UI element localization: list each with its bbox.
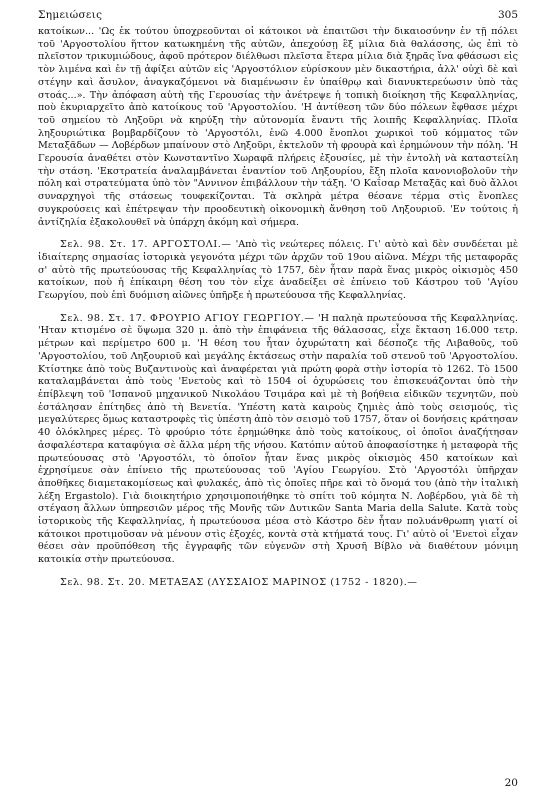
paragraph-continuation — [38, 26, 518, 229]
note-heading: Σελ. 98. Στ. 17. ΑΡΓΟΣΤΟΛΙ.— — [60, 239, 232, 251]
page-number: 305 — [497, 9, 518, 21]
paragraph-text: 'Απὸ τὶς νεώτερες πόλεις. Γι' αὐτὸ καὶ δὲν συνδέεται μὲ ἰδιαίτερης σημασίας ἱστορικὰ γεγονότα μέχρι τῶν ἀρχῶν τοῦ 19ου αἰῶνα. Μέχρι τῆς μεταφορᾶς σ' αὐτὸ τῆς πρωτεύουσας τῆς Κεφαλληνίας τὸ 1757, δὲν ἦταν παρὰ ἕνας μικρὸς οἰκισμὸς 450 κατοίκων, ποὺ ἡ ἐπίκαιρη θέση του τὸν εἶχε ἀναδείξει σὲ ἐπίνειο τοῦ Κάστρου τοῦ 'Αγίου Γεωργίου, ποὺ ἐπὶ δυόμιση αἰῶνες ὑπῆρξε ἡ πρωτεύουσα τῆς Κεφαλληνίας. — [38, 239, 518, 302]
paragraph-text: κατοίκων... 'Ως ἐκ τούτου ὑποχρεοῦνται οἱ κάτοικοι νὰ ἐπαιτῶσι τὴν δικαιοσύνην ἐν τῇ πόλει τοῦ 'Αργοστολίου ἥττον κατωκημένη τῆς αὐτῶν, ἀπεχούσῃ ἓξ μίλια διὰ θαλάσσης, ὡς ἐπὶ τὸ πλεῖστον τρικυμιώδους, ἀφοῦ πρότερον διέλθωσι πλεῖστα ἔτερα μίλια διὰ ξηρᾶς ἵνα φθάσωσι εἰς τὸν λιμένα καὶ ἐν τῇ ἀφίξει αὐτῶν εἰς 'Αργοστόλιον εὑρίσκουν μὲν δικαστήρια, ἀλλ' οὐχὶ δὲ καὶ στέγην καὶ ἄσυλον, ἀναγκαζόμενοι νὰ διαμένωσιν ἐν ὑπαίθρῳ καὶ διανυκτερεύωσιν ὑπὸ τὰς στοάς...». Τὴν ἀπόφαση αὐτὴ τῆς Γερουσίας τὴν ἀνέτρεψε ἡ τοπικὴ διοίκηση τῆς Κεφαλληνίας, ποὺ ἐκυριαρχεῖτο ἀπὸ κατοίκους τοῦ 'Αργοστολίου. 'Η ἀντίθεση τῶν δύο πόλεων ἔφθασε μέχρι τοῦ σημείου τὸ Ληξοῦρι νὰ κηρύξη τὴν αὐτονομία ἔναντι τῆς λοιπῆς Κεφαλληνίας. Πλοῖα ληξουριώτικα βομβαρδίζουν τὸ 'Αργοστόλι, ἐνῶ 4.000 ἔνοπλοι χωρικοὶ τοῦ κόμματος τῶν Μεταξᾶδων — Λοβέρδων μπαίνουν στὸ Ληξοῦρι, ἐκτελοῦν τὴ φρουρὰ καὶ ἐρημώνουν τὴν πόλη. 'Η Γερουσία ἀναθέτει στὸν Κωνσταντῖνο Χωραφᾶ πλήρεις ἐξουσίες, μὲ τὴν ἐντολὴ νὰ καταστείλη τὴν στάση. 'Εκστρατεία ἀναλαμβάνεται ἐναντίον τοῦ Ληξουρίου, ἔξη πλοῖα κανονιοβολοῦν τὴν πόλη καὶ στρατεύματα ὑπὸ τὸν "Αννινον ἐπιβάλλουν τὴν τάξη. 'Ο Καΐσαρ Μεταξᾶς καὶ δυὸ ἄλλοι συναρχηγοὶ τῆς στάσεως τουφεκίζονται. Τὰ σκληρὰ μέτρα θέσανε τέρμα στὶς ἔνοπλες συγκρούσεις καὶ ἐπέτρεψαν τὴν προοδευτικὴ οἰκονομικὴ ἄνθηση τοῦ Ληξουριοῦ. 'Εν τούτοις ἡ ἀντίζηλία ἐξακολουθεῖ νὰ ὑπάρχη ἀκόμη καὶ σήμερα. — [38, 26, 518, 228]
note-metaxas — [38, 577, 518, 590]
note-heading: Σελ. 98. Στ. 20. ΜΕΤΑΞΑΣ (ΛΥΣΣΑΙΟΣ ΜΑΡΙΝΟΣ (1752 - 1820).— — [60, 576, 418, 588]
running-header-title: Σημειώσεις — [38, 9, 103, 21]
signature-mark: 20 — [504, 777, 518, 789]
running-header — [38, 8, 518, 22]
note-argostoli — [38, 239, 518, 303]
document-page — [38, 8, 518, 792]
note-heading: Σελ. 98. Στ. 17. ΦΡΟΥΡΙΟ ΑΓΙΟΥ ΓΕΩΡΓΙΟΥ.— — [60, 312, 315, 324]
note-fortress-agios-georgios — [38, 313, 518, 567]
paragraph-text: 'Η παληὰ πρωτεύουσα τῆς Κεφαλληνίας. 'Ηταν κτισμένο σὲ ὕψωμα 320 μ. ἀπὸ τὴν ἐπιφάνεια τῆς θάλασσας, εἶχε ἔκταση 16.000 τετρ. μέτρων καὶ περίμετρο 600 μ. 'Η θέση του ἦταν ὀχυρώτατη καὶ δέσποζε τῆς Λιβαθοῦς, τοῦ 'Αργοστολίου, τοῦ Ληξουριοῦ καὶ μεγάλης ἐκτάσεως στὴν παραλία τοῦ στενοῦ τοῦ 'Αργοστολίου. Κτίστηκε ἀπὸ τοὺς Βυζαντινοὺς καὶ ἀναφέρεται γιὰ πρώτη φορὰ στὴν ἱστορία τὸ 1262. Τὸ 1500 καταλαμβάνεται ἀπὸ τοὺς 'Ενετοὺς καὶ τὸ 1504 οἱ ὀχυρώσεις του ἐπισκευάζονται ὑπὸ τὴν ἐπίβλεψη τοῦ 'Ισπανοῦ μηχανικοῦ Νικολάου Τσιμάρα καὶ μὲ τὴ βοήθεια εἰδικῶν τεχνητῶν, ποὺ ἐστάλησαν ἐπίτηδες ἀπὸ τὴ Βενετία. 'Υπέστη κατὰ καιροὺς ζημιὲς ἀπὸ τοὺς σεισμούς, τὶς μεγαλύτερες ὅμως καταστροφὲς τὶς ὑπέστη ἀπὸ τὸν σεισμὸ τοῦ 1757, ὅταν οἱ δονήσεις κράτησαν 40 ὁλόκληρες μέρες. Τὸ φρούριο τότε ἐρημώθηκε ἀπὸ τοὺς κατοίκους, οἱ ὁποῖοι ἀναζήτησαν ἀσφαλέστερα καταφύγια σὲ ἄλλα μέρη τῆς νήσου. Κατόπιν αὐτοῦ ἀποφασίστηκε ἡ μεταφορὰ τῆς πρωτεύουσας στὸ 'Αργοστόλι, τὸ ὁποῖον ἦταν ἕνας μικρὸς οἰκισμὸς 450 κατοίκων καὶ ἐχρησίμευε σὰν ἐπίνειο τῆς πρωτεύουσας τοῦ 'Αγίου Γεωργίου. Στὸ 'Αργοστόλι ὑπῆρχαν ἀποθῆκες διαμετακομίσεως καὶ φυλακές, ἀπὸ τὶς ὁποῖες πῆρε καὶ τὸ ὄνομά του (ἀπὸ τὴν ἰταλικὴ λέξη Ergastolo). Γιὰ διοικητήριο χρησιμοποιήθηκε τὸ σπίτι τοῦ κόμητα Ν. Λοβέρδου, γιὰ δὲ τὴ στέγαση ἄλλων ὑπηρεσιῶν μέρος τῆς Μονῆς τῶν Δυτικῶν Santa Maria della Salute. Κατὰ τοὺς ἱστορικοὺς τῆς Κεφαλληνίας, ἡ πρωτεύουσα μέσα στὸ Κάστρο δὲν ἦταν πολυάνθρωπη γιατί οἱ κάτοικοι προτιμοῦσαν νὰ μένουν στὶς ἐξοχές, κοντὰ στὰ κτήματά τους. Γι' αὐτὸ οἱ 'Ενετοὶ εἶχαν θέσει σὰν προϋπόθεση τῆς ἐγγραφῆς τῶν εὐγενῶν στὴ Χρυσῆ Βίβλο νὰ διαθέτουν μόνιμη κατοικία στὴν πρωτεύουσα. — [38, 312, 518, 566]
body-text — [38, 26, 518, 590]
